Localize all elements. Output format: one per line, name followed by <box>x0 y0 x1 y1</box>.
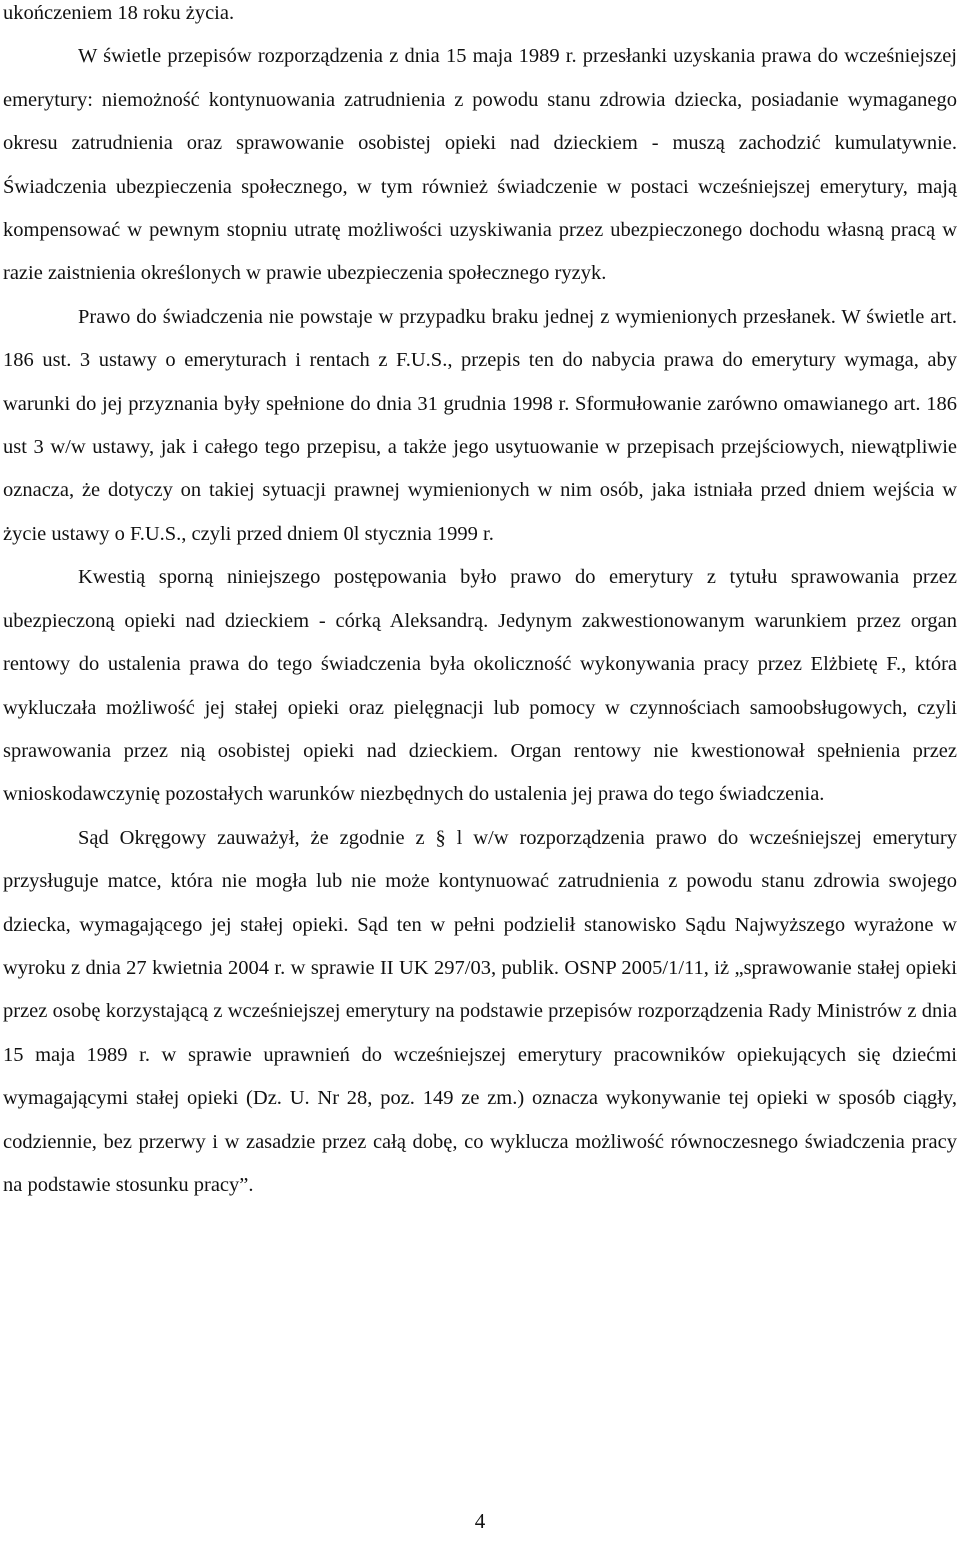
paragraph-right-to-benefit: Prawo do świadczenia nie powstaje w przypadku braku jednej z wymienionych przesłanek. W świetle art. 186 ust. 3 ustawy o emeryturach i rentach z F.U.S., przepis ten do nabycia prawa do emerytury wymaga, aby warunki do jej przyznania były spełnione do dnia 31 grudnia 1998 r. Sformułowanie zarówno omawianego art. 186 ust 3 w/w ustawy, jak i całego tego przepisu, a także jego usytuowanie w przepisach przejściowych, niewątpliwie oznacza, że dotyczy on takiej sytuacji prawnej wymienionych w nim osób, jaka istniała przed dniem wejścia w życie ustawy o F.U.S., czyli przed dniem 0l stycznia 1999 r. <box>3 305 957 545</box>
paragraph-continuation: ukończeniem 18 roku życia. <box>3 2 235 24</box>
page-number: 4 <box>474 1509 486 1533</box>
paragraph-disputed-issue: Kwestią sporną niniejszego postępowania było prawo do emerytury z tytułu sprawowania przez ubezpieczoną opieki nad dzieckiem - córką Aleksandrą. Jedynym zakwestionowanym warunkiem przez organ rentowy do ustalenia prawa do tego świadczenia była okoliczność wykonywania pracy przez Elżbietę F., która wykluczała możliwość jej stałej opieki oraz pielęgnacji lub pomocy w czynnościach samoobsługowych, czyli sprawowania przez nią osobistej opieki nad dzieckiem. Organ rentowy nie kwestionował spełnienia przez wnioskodawczynię pozostałych warunków niezbędnych do ustalenia jej prawa do tego świadczenia. <box>3 566 957 806</box>
paragraph-preconditions: W świetle przepisów rozporządzenia z dnia 15 maja 1989 r. przesłanki uzyskania prawa do wcześniejszej emerytury: niemożność kontynuowania zatrudnienia z powodu stanu zdrowia dziecka, posiadanie wymaganego okresu zatrudnienia oraz sprawowanie osobistej opieki nad dzieckiem - muszą zachodzić kumulatywnie. Świadczenia ubezpieczenia społecznego, w tym również świadczenie w postaci wcześniejszej emerytury, mają kompensować w pewnym stopniu utratę możliwości uzyskiwania przez ubezpieczonego dochodu własną pracą w razie zaistnienia określonych w prawie ubezpieczenia społecznego ryzyk. <box>3 45 957 285</box>
paragraph-court-opinion: Sąd Okręgowy zauważył, że zgodnie z § l w/w rozporządzenia prawo do wcześniejszej emerytury przysługuje matce, która nie mogła lub nie może kontynuować zatrudnienia z powodu stanu zdrowia swojego dziecka, wymagającego jej stałej opieki. Sąd ten w pełni podzielił stanowisko Sądu Najwyższego wyrażone w wyroku z dnia 27 kwietnia 2004 r. w sprawie II UK 297/03, publik. OSNP 2005/1/11, iż „sprawowanie stałej opieki przez osobę korzystającą z wcześniejszej emerytury na podstawie przepisów rozporządzenia Rady Ministrów z dnia 15 maja 1989 r. w sprawie uprawnień do wcześniejszej emerytury pracowników opiekujących się dziećmi wymagającymi stałej opieki (Dz. U. Nr 28, poz. 149 ze zm.) oznacza wykonywanie tej opieki w sposób ciągły, codziennie, bez przerwy i w zasadzie przez całą dobę, co wyklucza możliwość równoczesnego świadczenia pracy na podstawie stosunku pracy”. <box>3 826 957 1196</box>
